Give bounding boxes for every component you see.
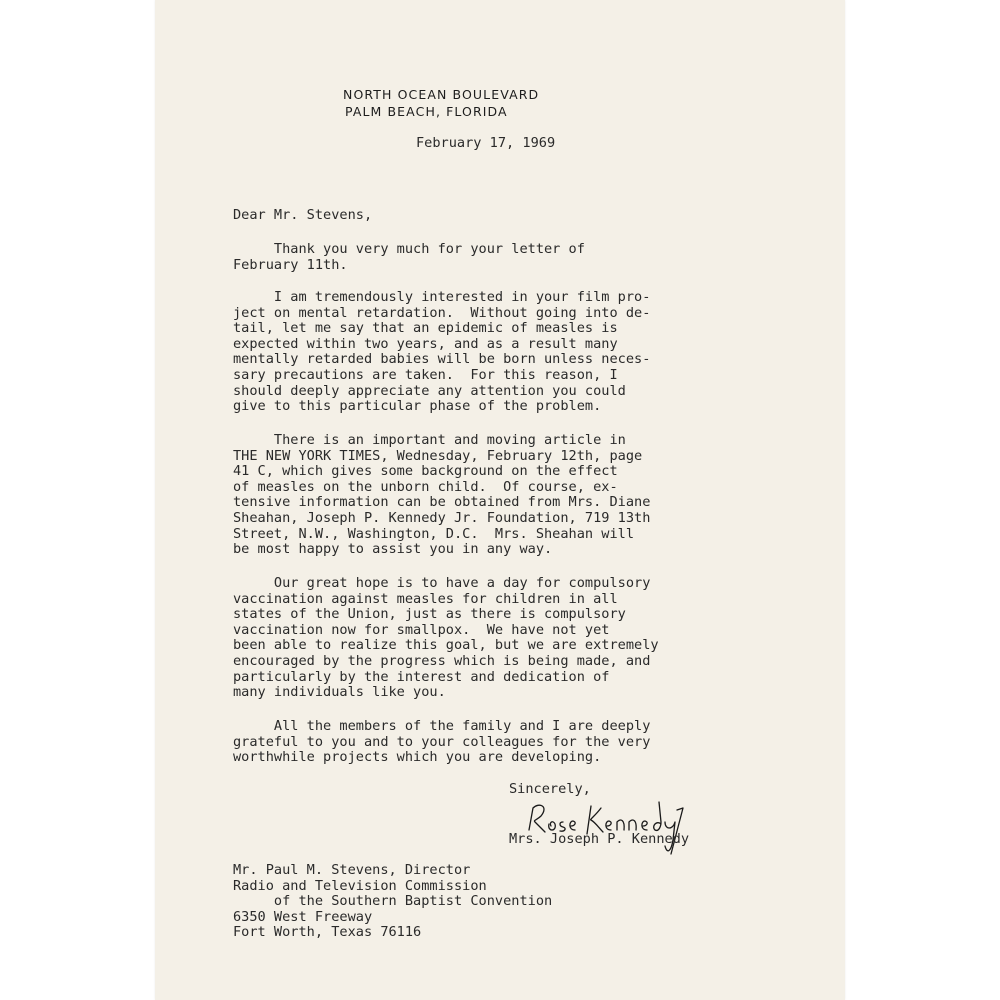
paragraph-vaccination-hope: Our great hope is to have a day for compulsory vaccination against measles for children in all states of the Union, just as there is compulsory vaccination now for smallpox. We have not yet been able to realize this goal, but we are extremely encouraged by the progress which is being made, and particularly by the interest and dedication of many individuals like you. bbox=[233, 575, 659, 701]
letterhead-city: PALM BEACH, FLORIDA bbox=[345, 104, 508, 119]
letterhead-street: NORTH OCEAN BOULEVARD bbox=[343, 87, 540, 102]
paragraph-gratitude: All the members of the family and I are deeply grateful to you and to your colleagues for the very worthwhile projects which you are developing. bbox=[233, 718, 651, 766]
paragraph-thanks: Thank you very much for your letter of February 11th. bbox=[233, 241, 585, 273]
recipient-address: Mr. Paul M. Stevens, Director Radio and Television Commission of the Southern Baptist Convention 6350 West Freeway Fort Worth, Texas 76116 bbox=[233, 862, 553, 941]
letter-date: February 17, 1969 bbox=[416, 135, 556, 151]
paragraph-measles-epidemic: I am tremendously interested in your film pro- ject on mental retardation. Without going into de- tail, let me say that an epidemic of measles is expected within two years, and as a result many mentally retarded babies will be born unless neces- sary precautions are taken. For this reason, I should deeply appreciate any attention you could give to this particular phase of the problem. bbox=[233, 289, 651, 415]
salutation: Dear Mr. Stevens, bbox=[233, 207, 373, 223]
signer-name: Mrs. Joseph P. Kennedy bbox=[509, 831, 690, 847]
closing: Sincerely, bbox=[509, 781, 591, 797]
letterhead bbox=[155, 86, 845, 120]
letter-sheet bbox=[155, 0, 845, 1000]
paragraph-nyt-article: There is an important and moving article in THE NEW YORK TIMES, Wednesday, February 12th, page 41 C, which gives some background on the effect of measles on the unborn child. Of course, ex- tensive information can be obtained from Mrs. Diane Sheahan, Joseph P. Kennedy Jr. Foundation, 719 13th Street, N.W., Washington, D.C. Mrs. Sheahan will be most happy to assist you in any way. bbox=[233, 432, 651, 558]
